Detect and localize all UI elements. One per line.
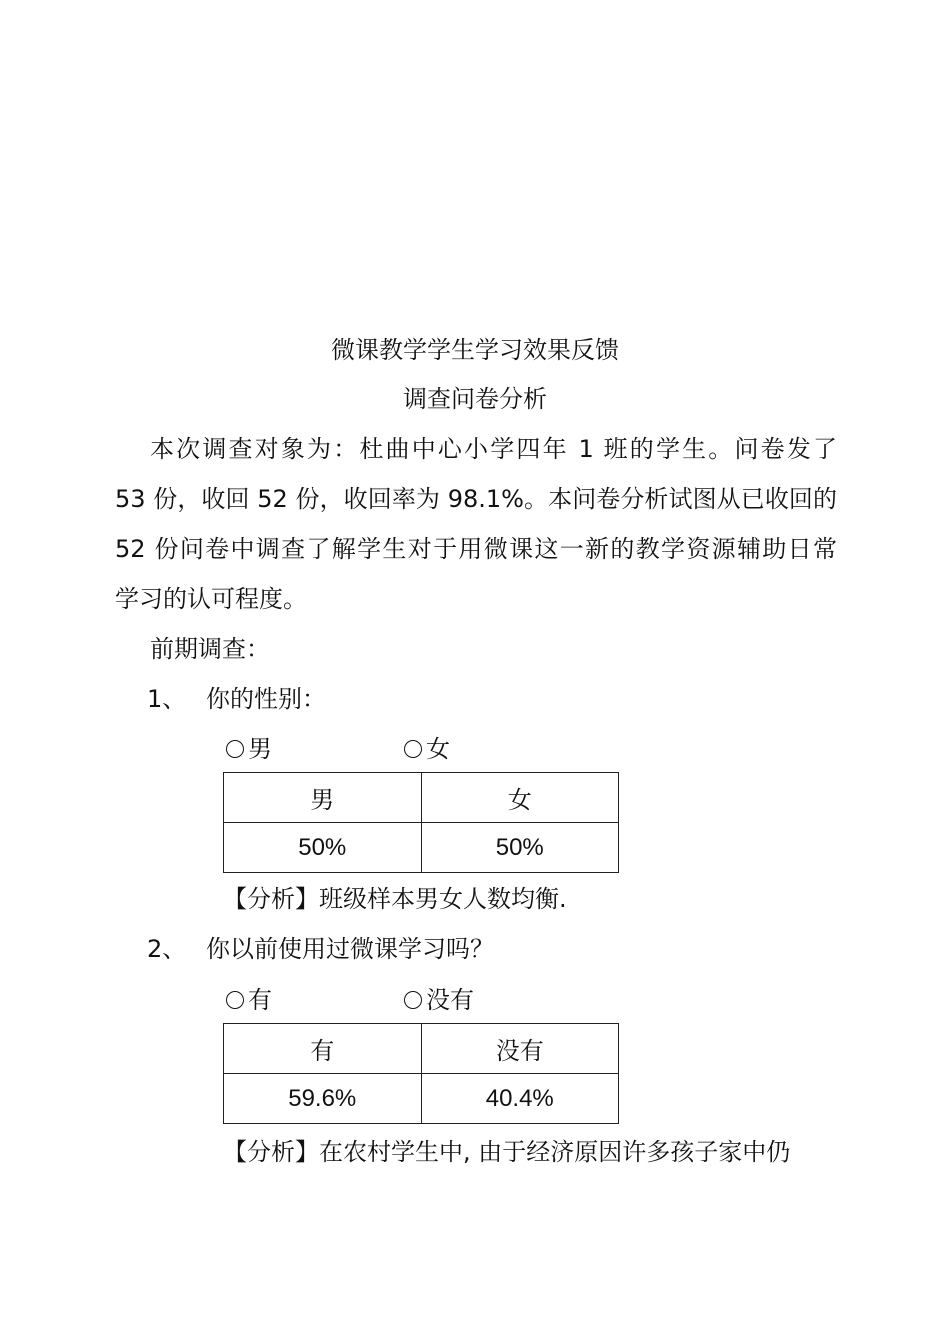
question-1-text: 你的性别： (206, 685, 326, 713)
question-2-analysis: 【分析】在农村学生中, 由于经济原因许多孩子家中仍 (223, 1138, 791, 1166)
question-1-option-male[interactable] (226, 734, 272, 764)
intro-paragraph-line-3: 52 份问卷中调查了解学生对于用微课这一新的教学资源辅助日常 (115, 535, 837, 563)
question-1-number: 1、 (147, 685, 187, 713)
table-header-cell: 没有 (421, 1024, 619, 1074)
table-header-cell: 女 (421, 773, 619, 823)
document-title: 微课教学学生学习效果反馈 (331, 336, 619, 364)
option-label: 有 (248, 986, 272, 1014)
question-1-option-female[interactable] (404, 734, 450, 764)
radio-circle-icon (226, 740, 244, 758)
table-header-cell: 有 (224, 1024, 422, 1074)
table-value-row (224, 823, 619, 873)
table-value-cell: 50% (421, 823, 619, 873)
table-value-cell: 59.6% (224, 1074, 422, 1124)
question-2-option-yes[interactable] (226, 985, 272, 1015)
question-1-result-table (223, 772, 619, 873)
radio-circle-icon (404, 991, 422, 1009)
question-2-result-table (223, 1023, 619, 1124)
intro-paragraph-line-2: 53 份，收回 52 份，收回率为 98.1%。本问卷分析试图从已收回的 (115, 485, 837, 513)
question-2-option-no[interactable] (404, 985, 474, 1015)
option-label: 女 (426, 735, 450, 763)
radio-circle-icon (226, 991, 244, 1009)
intro-paragraph-line-1: 本次调查对象为：杜曲中心小学四年 1 班的学生。问卷发了 (150, 435, 837, 463)
option-label: 男 (248, 735, 272, 763)
table-header-row (224, 1024, 619, 1074)
table-value-cell: 50% (224, 823, 422, 873)
intro-paragraph-line-4: 学习的认可程度。 (115, 585, 307, 613)
table-value-row (224, 1074, 619, 1124)
question-2-text: 你以前使用过微课学习吗？ (206, 935, 494, 963)
question-1-analysis: 【分析】班级样本男女人数均衡. (223, 885, 567, 913)
table-header-row (224, 773, 619, 823)
table-value-cell: 40.4% (421, 1074, 619, 1124)
section-heading: 前期调查： (150, 635, 270, 663)
option-label: 没有 (426, 986, 474, 1014)
table-header-cell: 男 (224, 773, 422, 823)
radio-circle-icon (404, 740, 422, 758)
question-2-number: 2、 (147, 935, 187, 963)
document-subtitle: 调查问卷分析 (403, 385, 547, 413)
